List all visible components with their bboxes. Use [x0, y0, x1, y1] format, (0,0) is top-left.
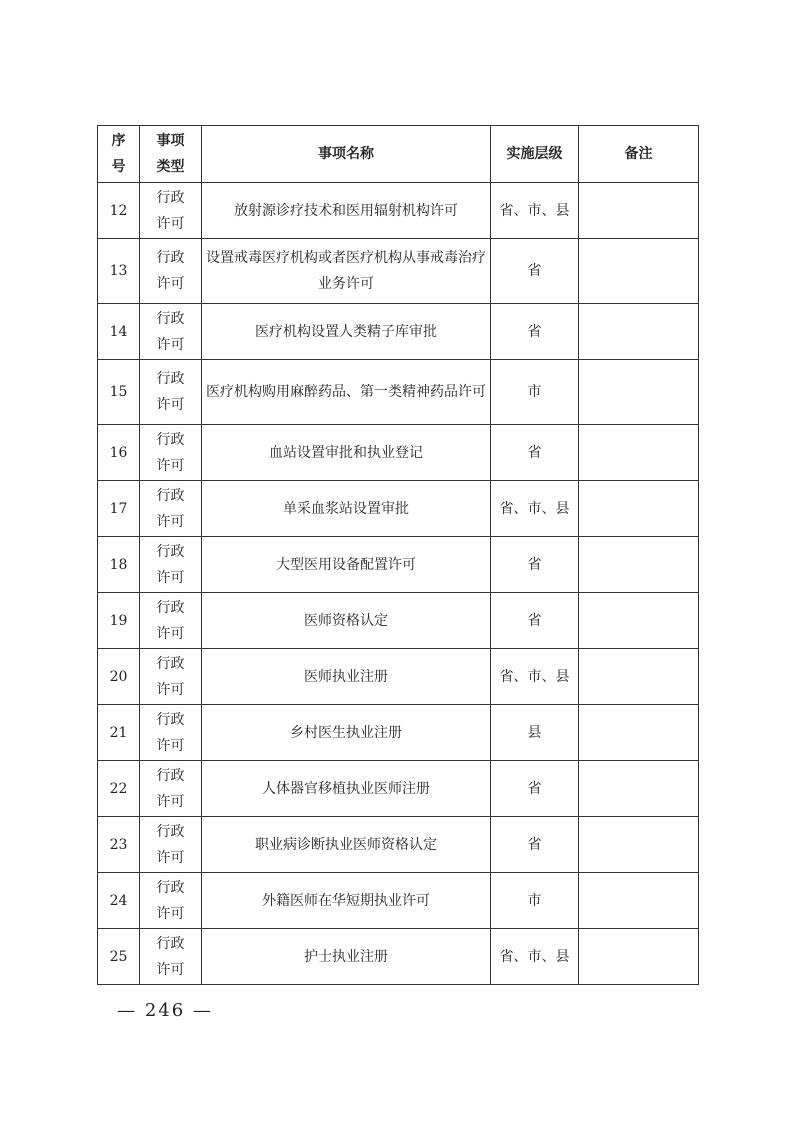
row-number: 25: [98, 929, 140, 985]
row-type: 行政 许可: [140, 649, 202, 705]
row-remark: [579, 873, 699, 929]
row-name: 职业病诊断执业医师资格认定: [202, 817, 491, 873]
row-level: 省: [491, 761, 579, 817]
row-level: 市: [491, 360, 579, 425]
row-name: 医师执业注册: [202, 649, 491, 705]
row-number: 19: [98, 593, 140, 649]
row-remark: [579, 360, 699, 425]
row-number: 14: [98, 304, 140, 360]
row-type: 行政 许可: [140, 817, 202, 873]
row-remark: [579, 537, 699, 593]
row-remark: [579, 817, 699, 873]
row-level: 省、市、县: [491, 481, 579, 537]
row-level: 省: [491, 304, 579, 360]
row-level: 省: [491, 239, 579, 304]
row-type: 行政 许可: [140, 873, 202, 929]
row-name: 外籍医师在华短期执业许可: [202, 873, 491, 929]
table-row: [98, 817, 699, 873]
row-name: 医疗机构购用麻醉药品、第一类精神药品许可: [202, 360, 491, 425]
row-name: 单采血浆站设置审批: [202, 481, 491, 537]
row-remark: [579, 183, 699, 239]
row-level: 省: [491, 425, 579, 481]
row-type: 行政 许可: [140, 239, 202, 304]
table-header-row: [98, 126, 699, 183]
row-type: 行政 许可: [140, 705, 202, 761]
row-name: 设置戒毒医疗机构或者医疗机构从事戒毒治疗业务许可: [202, 239, 491, 304]
row-name: 血站设置审批和执业登记: [202, 425, 491, 481]
table-row: [98, 873, 699, 929]
row-number: 24: [98, 873, 140, 929]
row-level: 县: [491, 705, 579, 761]
header-level: 实施层级: [491, 126, 579, 183]
item-table: [97, 125, 699, 985]
row-type: 行政 许可: [140, 481, 202, 537]
row-type: 行政 许可: [140, 537, 202, 593]
row-name: 放射源诊疗技术和医用辐射机构许可: [202, 183, 491, 239]
row-remark: [579, 929, 699, 985]
row-type: 行政 许可: [140, 929, 202, 985]
row-level: 省、市、县: [491, 649, 579, 705]
row-remark: [579, 761, 699, 817]
table-row: [98, 481, 699, 537]
row-name: 医疗机构设置人类精子库审批: [202, 304, 491, 360]
row-level: 省: [491, 537, 579, 593]
row-name: 医师资格认定: [202, 593, 491, 649]
table-row: [98, 649, 699, 705]
row-name: 乡村医生执业注册: [202, 705, 491, 761]
table-row: [98, 360, 699, 425]
table-row: [98, 537, 699, 593]
row-number: 18: [98, 537, 140, 593]
row-type: 行政 许可: [140, 593, 202, 649]
row-number: 17: [98, 481, 140, 537]
row-level: 省: [491, 593, 579, 649]
table-row: [98, 593, 699, 649]
table-row: [98, 183, 699, 239]
header-type: 事项 类型: [140, 126, 202, 183]
row-remark: [579, 705, 699, 761]
row-type: 行政 许可: [140, 425, 202, 481]
table-row: [98, 239, 699, 304]
table-row: [98, 705, 699, 761]
row-remark: [579, 239, 699, 304]
row-remark: [579, 649, 699, 705]
row-name: 护士执业注册: [202, 929, 491, 985]
header-seq: 序 号: [98, 126, 140, 183]
row-number: 23: [98, 817, 140, 873]
row-name: 大型医用设备配置许可: [202, 537, 491, 593]
row-level: 省、市、县: [491, 929, 579, 985]
row-remark: [579, 425, 699, 481]
table-row: [98, 761, 699, 817]
row-number: 15: [98, 360, 140, 425]
row-level: 省、市、县: [491, 183, 579, 239]
row-remark: [579, 304, 699, 360]
row-number: 22: [98, 761, 140, 817]
row-number: 21: [98, 705, 140, 761]
row-type: 行政 许可: [140, 304, 202, 360]
row-number: 16: [98, 425, 140, 481]
row-level: 省: [491, 817, 579, 873]
table-row: [98, 425, 699, 481]
page-number: — 246 —: [117, 1000, 213, 1021]
row-number: 12: [98, 183, 140, 239]
header-remark: 备注: [579, 126, 699, 183]
row-type: 行政 许可: [140, 761, 202, 817]
row-type: 行政 许可: [140, 360, 202, 425]
row-name: 人体器官移植执业医师注册: [202, 761, 491, 817]
row-number: 13: [98, 239, 140, 304]
row-level: 市: [491, 873, 579, 929]
row-type: 行政 许可: [140, 183, 202, 239]
row-number: 20: [98, 649, 140, 705]
row-remark: [579, 481, 699, 537]
header-name: 事项名称: [202, 126, 491, 183]
table-row: [98, 304, 699, 360]
table-row: [98, 929, 699, 985]
row-remark: [579, 593, 699, 649]
